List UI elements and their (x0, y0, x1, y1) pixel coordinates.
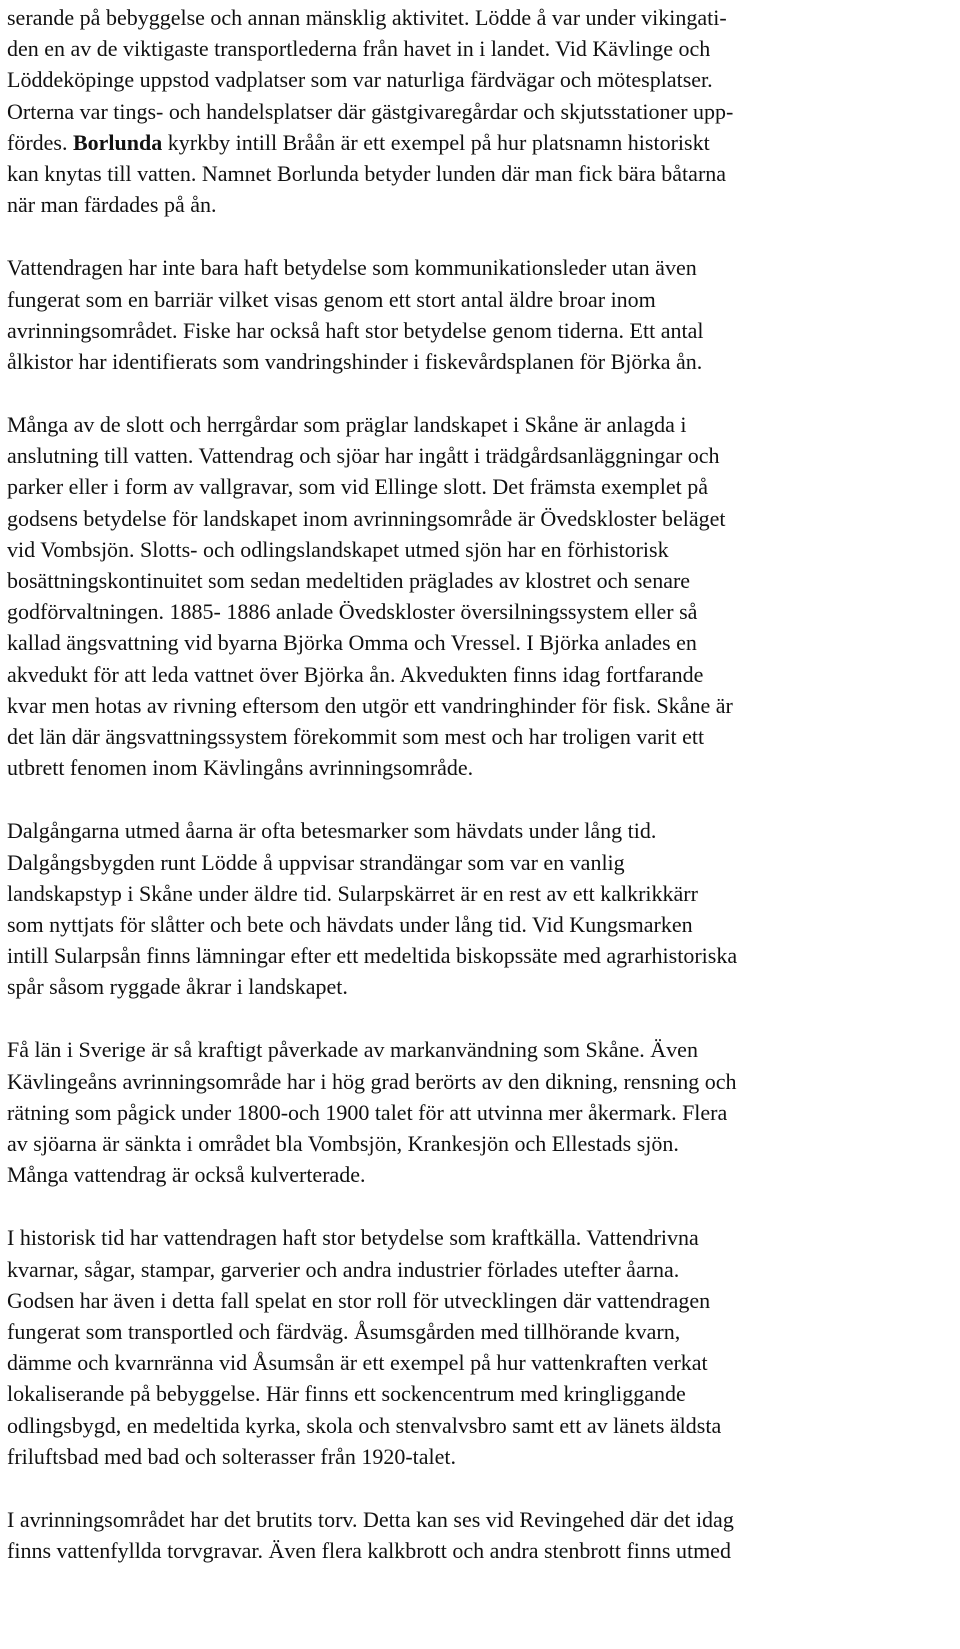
text-line: intill Sularpsån finns lämningar efter ett medeltida biskopssäte med agrarhistoriska (7, 943, 738, 969)
text-line: kvarnar, sågar, stampar, garverier och andra industrier förlades utefter åarna. (7, 1256, 680, 1282)
paragraph-4 (7, 815, 957, 1002)
paragraph-gap (7, 377, 957, 409)
text-line: finns vattenfyllda torvgravar. Även flera kalkbrott och andra stenbrott finns utmed (7, 1538, 731, 1564)
text-line: det län där ängsvattningssystem förekommit som mest och har troligen varit ett (7, 723, 705, 749)
text-line: rätning som pågick under 1800-och 1900 talet för att utvinna mer åkermark. Flera (7, 1099, 728, 1125)
text-line: kan knytas till vatten. Namnet Borlunda betyder lunden där man fick bära båtarna (7, 160, 727, 186)
text-line: parker eller i form av vallgravar, som vid Ellinge slott. Det främsta exemplet på (7, 474, 709, 500)
paragraph-7 (7, 1504, 957, 1566)
paragraph-5 (7, 1034, 957, 1190)
text-line: kallad ängsvattning vid byarna Björka Omma och Vressel. I Björka anlades en (7, 630, 697, 656)
paragraph-gap (7, 1002, 957, 1034)
text-line: Många av de slott och herrgårdar som präglar landskapet i Skåne är anlagda i (7, 412, 687, 438)
paragraph-3 (7, 409, 957, 783)
text-line: anslutning till vatten. Vattendrag och sjöar har ingått i trädgårdsanläggningar och (7, 443, 720, 469)
text-line: serande på bebyggelse och annan mänsklig aktivitet. Lödde å var under vikingati- (7, 5, 727, 30)
text-line: Orterna var tings- och handelsplatser där gästgivaregårdar och skjutsstationer upp- (7, 98, 734, 124)
text-line: kvar men hotas av rivning eftersom den utgör ett vandringhinder för fisk. Skåne är (7, 692, 733, 718)
paragraph-1 (7, 2, 957, 220)
text-line: fungerat som en barriär vilket visas genom ett stort antal äldre broar inom (7, 286, 656, 312)
paragraph-gap (7, 220, 957, 252)
text-line: spår såsom ryggade åkrar i landskapet. (7, 974, 348, 1000)
paragraph-2 (7, 252, 957, 377)
text-line: Kävlingeåns avrinningsområde har i hög grad berörts av den dikning, rensning och (7, 1068, 737, 1094)
text-line: I historisk tid har vattendragen haft stor betydelse som kraftkälla. Vattendrivna (7, 1225, 699, 1251)
paragraph-gap (7, 1190, 957, 1222)
text-run: fördes. (7, 129, 73, 155)
text-line: I avrinningsområdet har det brutits torv. Detta kan ses vid Revingehed där det idag (7, 1506, 734, 1532)
text-line: avrinningsområdet. Fiske har också haft stor betydelse genom tiderna. Ett antal (7, 317, 704, 343)
document-page (7, 2, 957, 1566)
bold-place-name: Borlunda (72, 129, 163, 155)
text-line (7, 127, 957, 158)
text-line: landskapstyp i Skåne under äldre tid. Sularpskärret är en rest av ett kalkrikkärr (7, 880, 698, 906)
text-line: Få län i Sverige är så kraftigt påverkade av markanvändning som Skåne. Även (7, 1037, 698, 1063)
text-line: Dalgångarna utmed åarna är ofta betesmarker som hävdats under lång tid. (7, 818, 657, 844)
text-line: Dalgångsbygden runt Lödde å uppvisar strandängar som var en vanlig (7, 849, 625, 875)
text-line: fungerat som transportled och färdväg. Åsumsgården med tillhörande kvarn, (7, 1318, 681, 1344)
paragraph-6 (7, 1222, 957, 1472)
text-line: godsens betydelse för landskapet inom avrinningsområde är Övedskloster beläget (7, 505, 726, 531)
text-line: dämme och kvarnränna vid Åsumsån är ett exempel på hur vattenkraften verkat (7, 1350, 708, 1376)
text-line: lokaliserande på bebyggelse. Här finns ett sockencentrum med kringliggande (7, 1381, 686, 1407)
text-line: av sjöarna är sänkta i området bla Vombsjön, Krankesjön och Ellestads sjön. (7, 1131, 679, 1156)
text-line: utbrett fenomen inom Kävlingåns avrinningsområde. (7, 755, 474, 781)
text-line: den en av de viktigaste transportlederna från havet in i landet. Vid Kävlinge och (7, 36, 711, 62)
text-line: ålkistor har identifierats som vandringshinder i fiskevårdsplanen för Björka ån. (7, 348, 703, 374)
text-line: Många vattendrag är också kulverterade. (7, 1162, 366, 1188)
paragraph-gap (7, 783, 957, 815)
text-line: friluftsbad med bad och solterasser från 1920-talet. (7, 1443, 457, 1469)
text-line: Löddeköpinge uppstod vadplatser som var naturliga färdvägar och mötesplatser. (7, 67, 713, 93)
text-line: odlingsbygd, en medeltida kyrka, skola och stenvalvsbro samt ett av länets äldsta (7, 1412, 722, 1438)
text-line: akvedukt för att leda vattnet över Björka ån. Akvedukten finns idag fortfarande (7, 661, 704, 687)
text-line: godförvaltningen. 1885- 1886 anlade Övedskloster översilningssystem eller så (7, 599, 698, 625)
text-line: när man färdades på ån. (7, 192, 217, 218)
text-line: bosättningskontinuitet som sedan medeltiden präglades av klostret och senare (7, 568, 691, 593)
text-line: vid Vombsjön. Slotts- och odlingslandskapet utmed sjön har en förhistorisk (7, 536, 669, 562)
text-line: som nyttjats för slåtter och bete och hävdats under lång tid. Vid Kungsmarken (7, 911, 693, 937)
text-line: Godsen har även i detta fall spelat en stor roll för utvecklingen där vattendragen (7, 1287, 711, 1313)
text-run: kyrkby intill Bråån är ett exempel på hur platsnamn historiskt (162, 129, 710, 155)
paragraph-gap (7, 1472, 957, 1504)
text-line: Vattendragen har inte bara haft betydelse som kommunikationsleder utan även (7, 255, 697, 281)
